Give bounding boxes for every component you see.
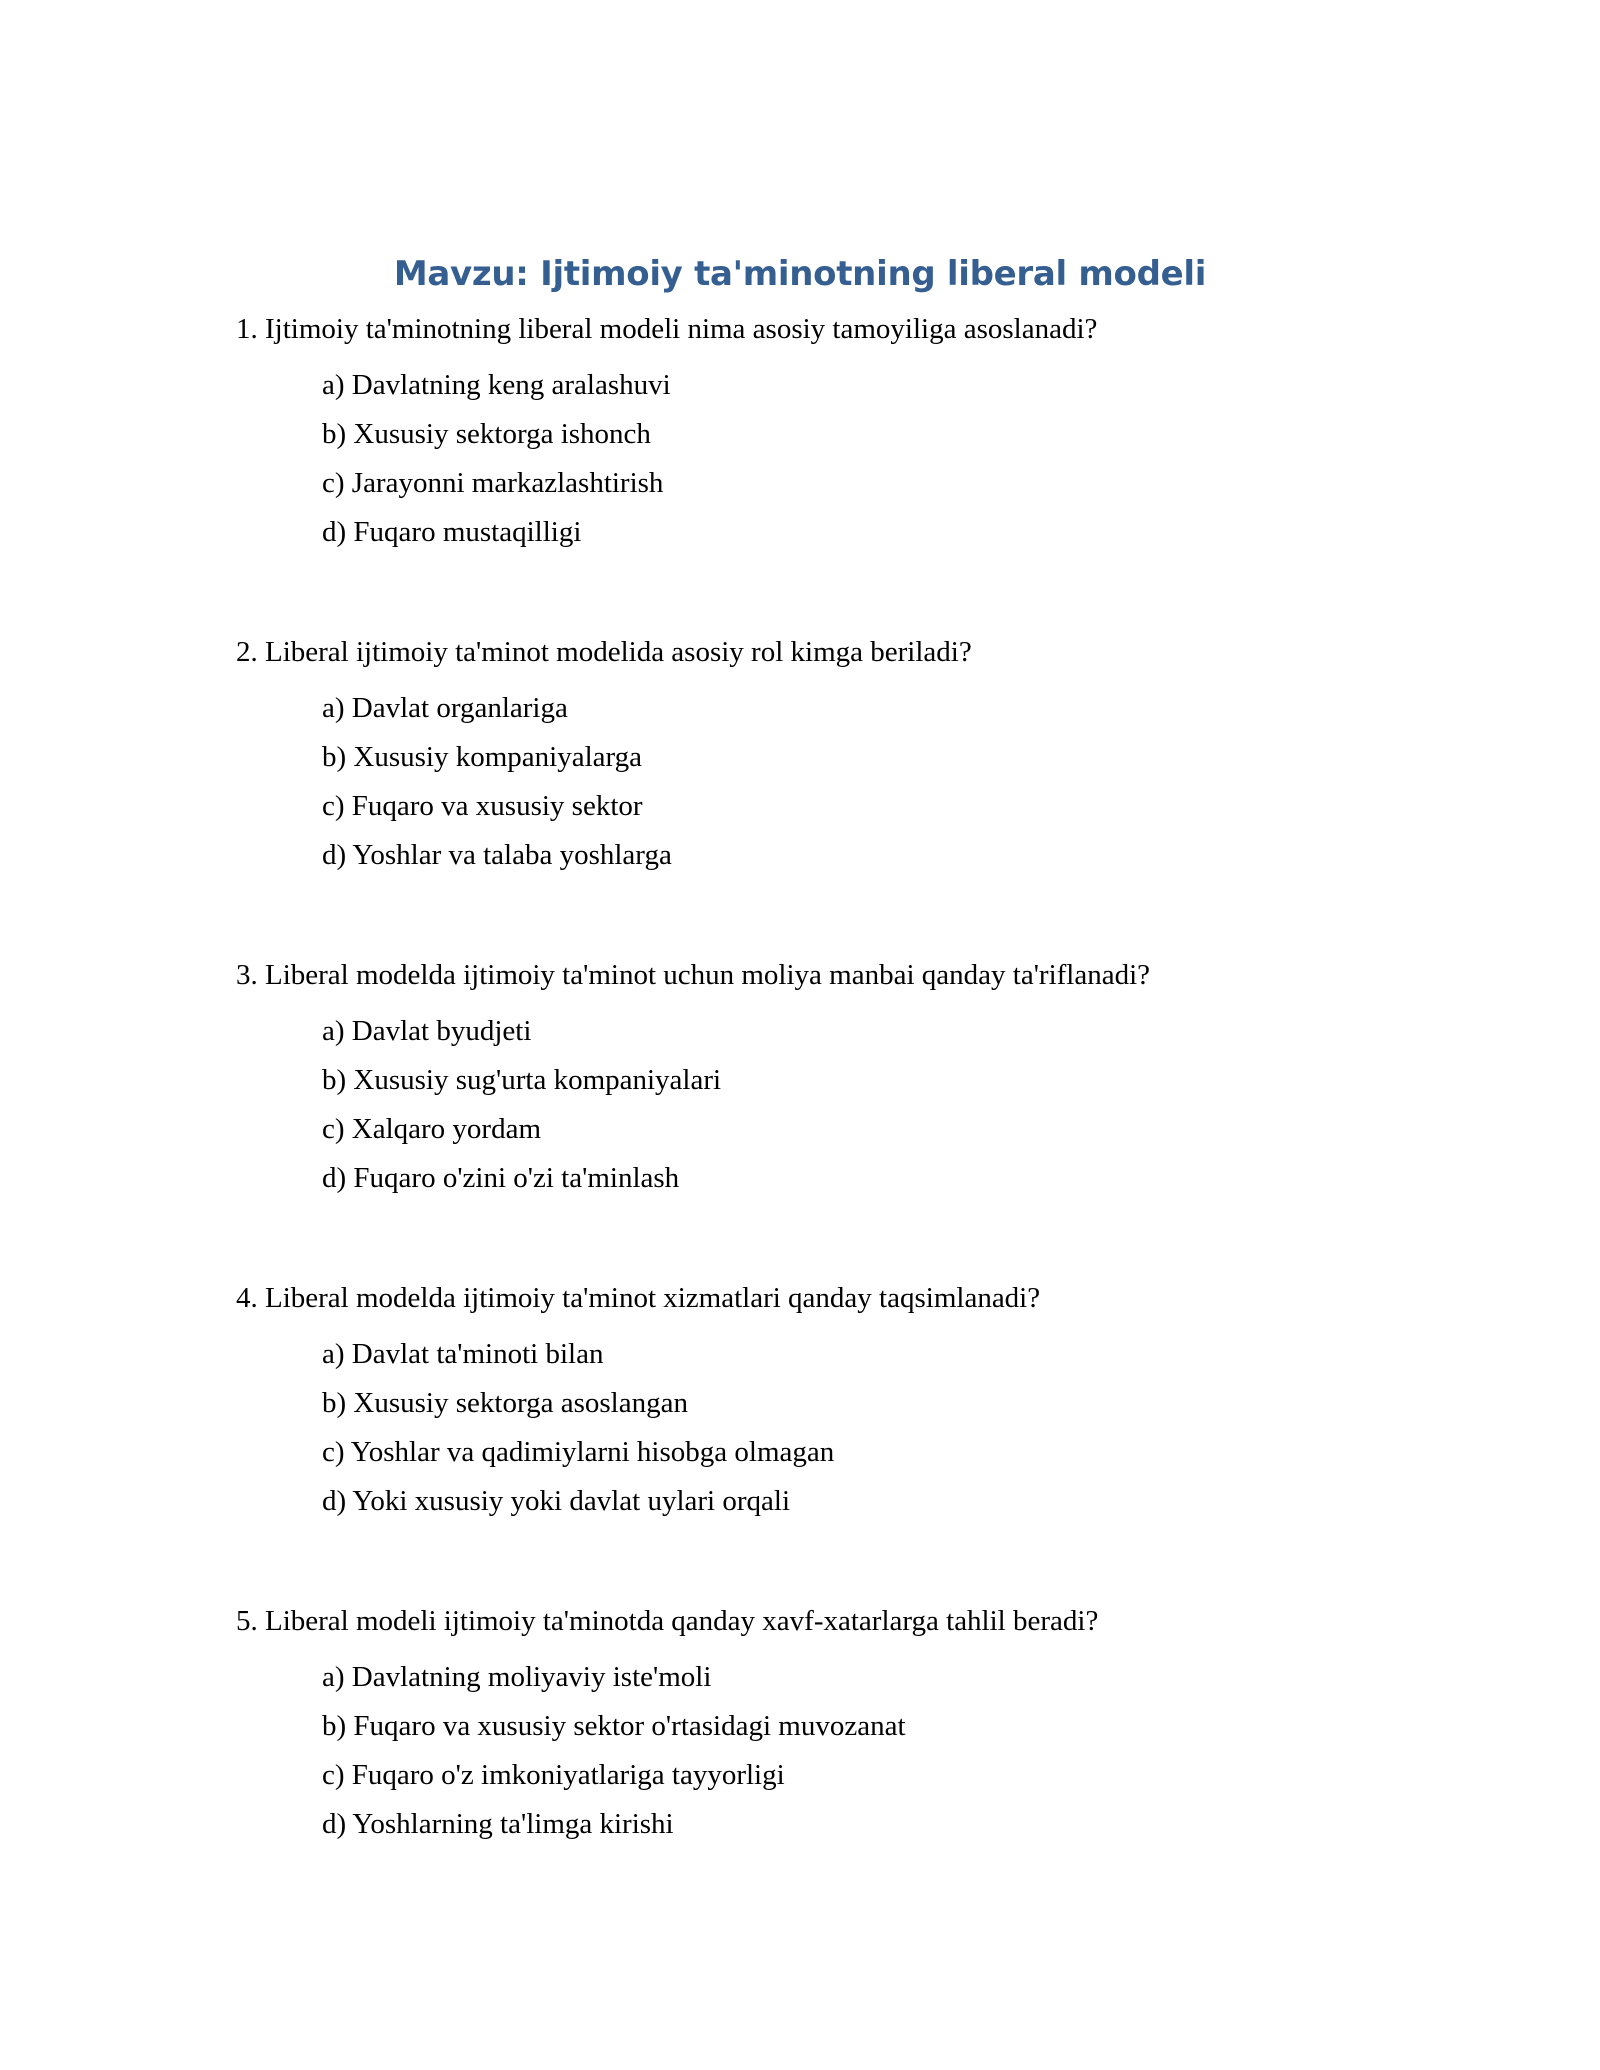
answer-options [322, 688, 1536, 884]
option-d: d) Yoshlar va talaba yoshlarga [322, 839, 672, 871]
option-d: d) Fuqaro mustaqilligi [322, 516, 582, 548]
question-4 [236, 1278, 1536, 1530]
option-a: a) Davlatning keng aralashuvi [322, 369, 671, 401]
option-b: b) Xususiy sektorga asoslangan [322, 1387, 688, 1419]
option-c: c) Fuqaro va xususiy sektor [322, 790, 643, 822]
question-5 [236, 1601, 1536, 1853]
option-a: a) Davlat byudjeti [322, 1015, 532, 1047]
option-c: c) Fuqaro o'z imkoniyatlariga tayyorligi [322, 1759, 785, 1791]
option-a: a) Davlat organlariga [322, 692, 568, 724]
option-c: c) Jarayonni markazlashtirish [322, 467, 664, 499]
option-b: b) Xususiy sug'urta kompaniyalari [322, 1064, 722, 1096]
option-d: d) Yoki xususiy yoki davlat uylari orqali [322, 1485, 791, 1517]
option-c: c) Xalqaro yordam [322, 1113, 542, 1145]
question-text: 3. Liberal modelda ijtimoiy ta'minot uchun moliya manbai qanday ta'riflanadi? [236, 959, 1151, 991]
question-text: 2. Liberal ijtimoiy ta'minot modelida asosiy rol kimga beriladi? [236, 636, 972, 668]
answer-options [322, 365, 1536, 561]
page-title: Mavzu: Ijtimoiy ta'minotning liberal modeli [393, 254, 1207, 294]
option-d: d) Fuqaro o'zini o'zi ta'minlash [322, 1162, 680, 1194]
option-b: b) Xususiy sektorga ishonch [322, 418, 651, 450]
question-3 [236, 955, 1536, 1207]
answer-options [322, 1011, 1536, 1207]
question-text: 5. Liberal modeli ijtimoiy ta'minotda qanday xavf-xatarlarga tahlil beradi? [236, 1605, 1099, 1637]
question-text: 4. Liberal modelda ijtimoiy ta'minot xizmatlari qanday taqsimlanadi? [236, 1282, 1041, 1314]
option-c: c) Yoshlar va qadimiylarni hisobga olmagan [322, 1436, 835, 1468]
answer-options [322, 1334, 1536, 1530]
option-b: b) Fuqaro va xususiy sektor o'rtasidagi muvozanat [322, 1710, 906, 1742]
question-text: 1. Ijtimoiy ta'minotning liberal modeli nima asosiy tamoyiliga asoslanadi? [236, 313, 1098, 345]
option-b: b) Xususiy kompaniyalarga [322, 741, 643, 773]
option-d: d) Yoshlarning ta'limga kirishi [322, 1808, 674, 1840]
answer-options [322, 1657, 1536, 1853]
option-a: a) Davlatning moliyaviy iste'moli [322, 1661, 712, 1693]
option-a: a) Davlat ta'minoti bilan [322, 1338, 604, 1370]
question-2 [236, 632, 1536, 884]
question-1 [236, 309, 1536, 561]
